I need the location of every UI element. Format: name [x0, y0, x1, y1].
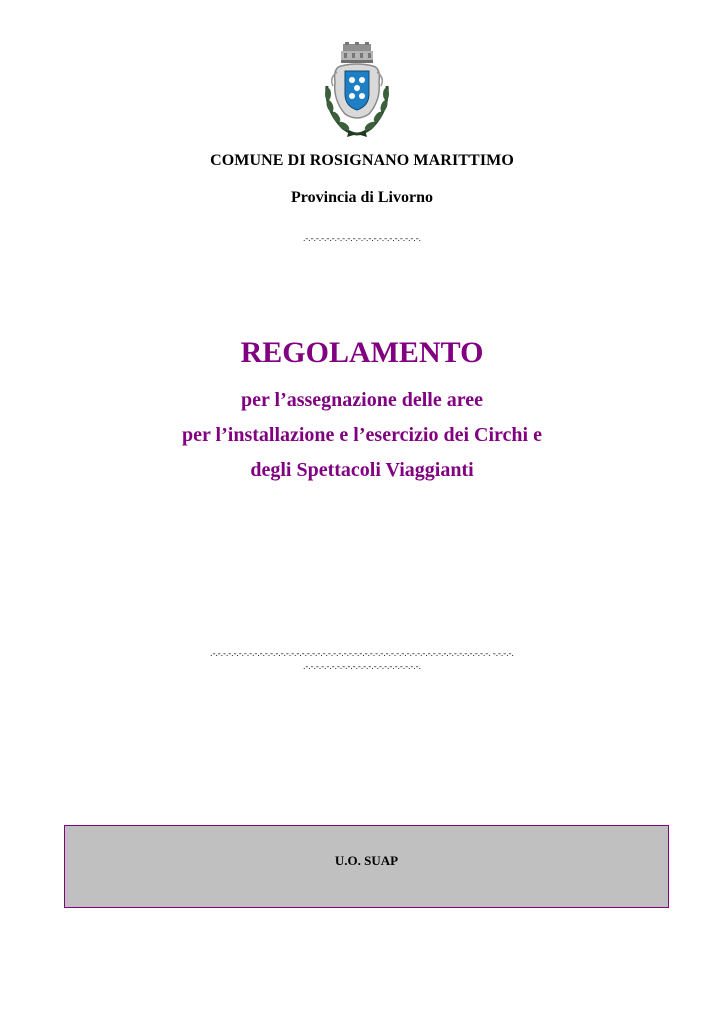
document-title: REGOLAMENTO: [240, 336, 484, 369]
document-subtitle-line-1: per l’assegnazione delle aree: [241, 389, 483, 411]
office-label-box: [64, 825, 669, 908]
document-subtitle-line-2: per l’installazione e l’esercizio dei Circhi e: [182, 424, 542, 446]
province-name: Provincia di Livorno: [291, 189, 433, 206]
dotted-separator-long: .-.-.-.-.-.-.-.-.-.-.-.-.-.-.-.-.-.-.-.-.-.-.-.-.-.-.-.-.-.-.-.-.-.-.-.-.-.-.-.-.-.-.-.-.-.-.-.-.-.-.-.-.-. -.-.-.-.: [210, 648, 514, 658]
dotted-separator-short: .-.-.-.-.-.-.-.-.-.-.-.-.-.-.-.-.-.-.-.-.-.-.: [303, 661, 421, 671]
municipality-name: COMUNE DI ROSIGNANO MARITTIMO: [210, 152, 514, 169]
office-label: U.O. SUAP: [334, 853, 399, 868]
dotted-separator: .-.-.-.-.-.-.-.-.-.-.-.-.-.-.-.-.-.-.-.-.-.-.: [303, 233, 421, 243]
municipal-coat-of-arms-icon: [319, 42, 395, 138]
document-subtitle-line-3: degli Spettacoli Viaggianti: [250, 459, 474, 481]
